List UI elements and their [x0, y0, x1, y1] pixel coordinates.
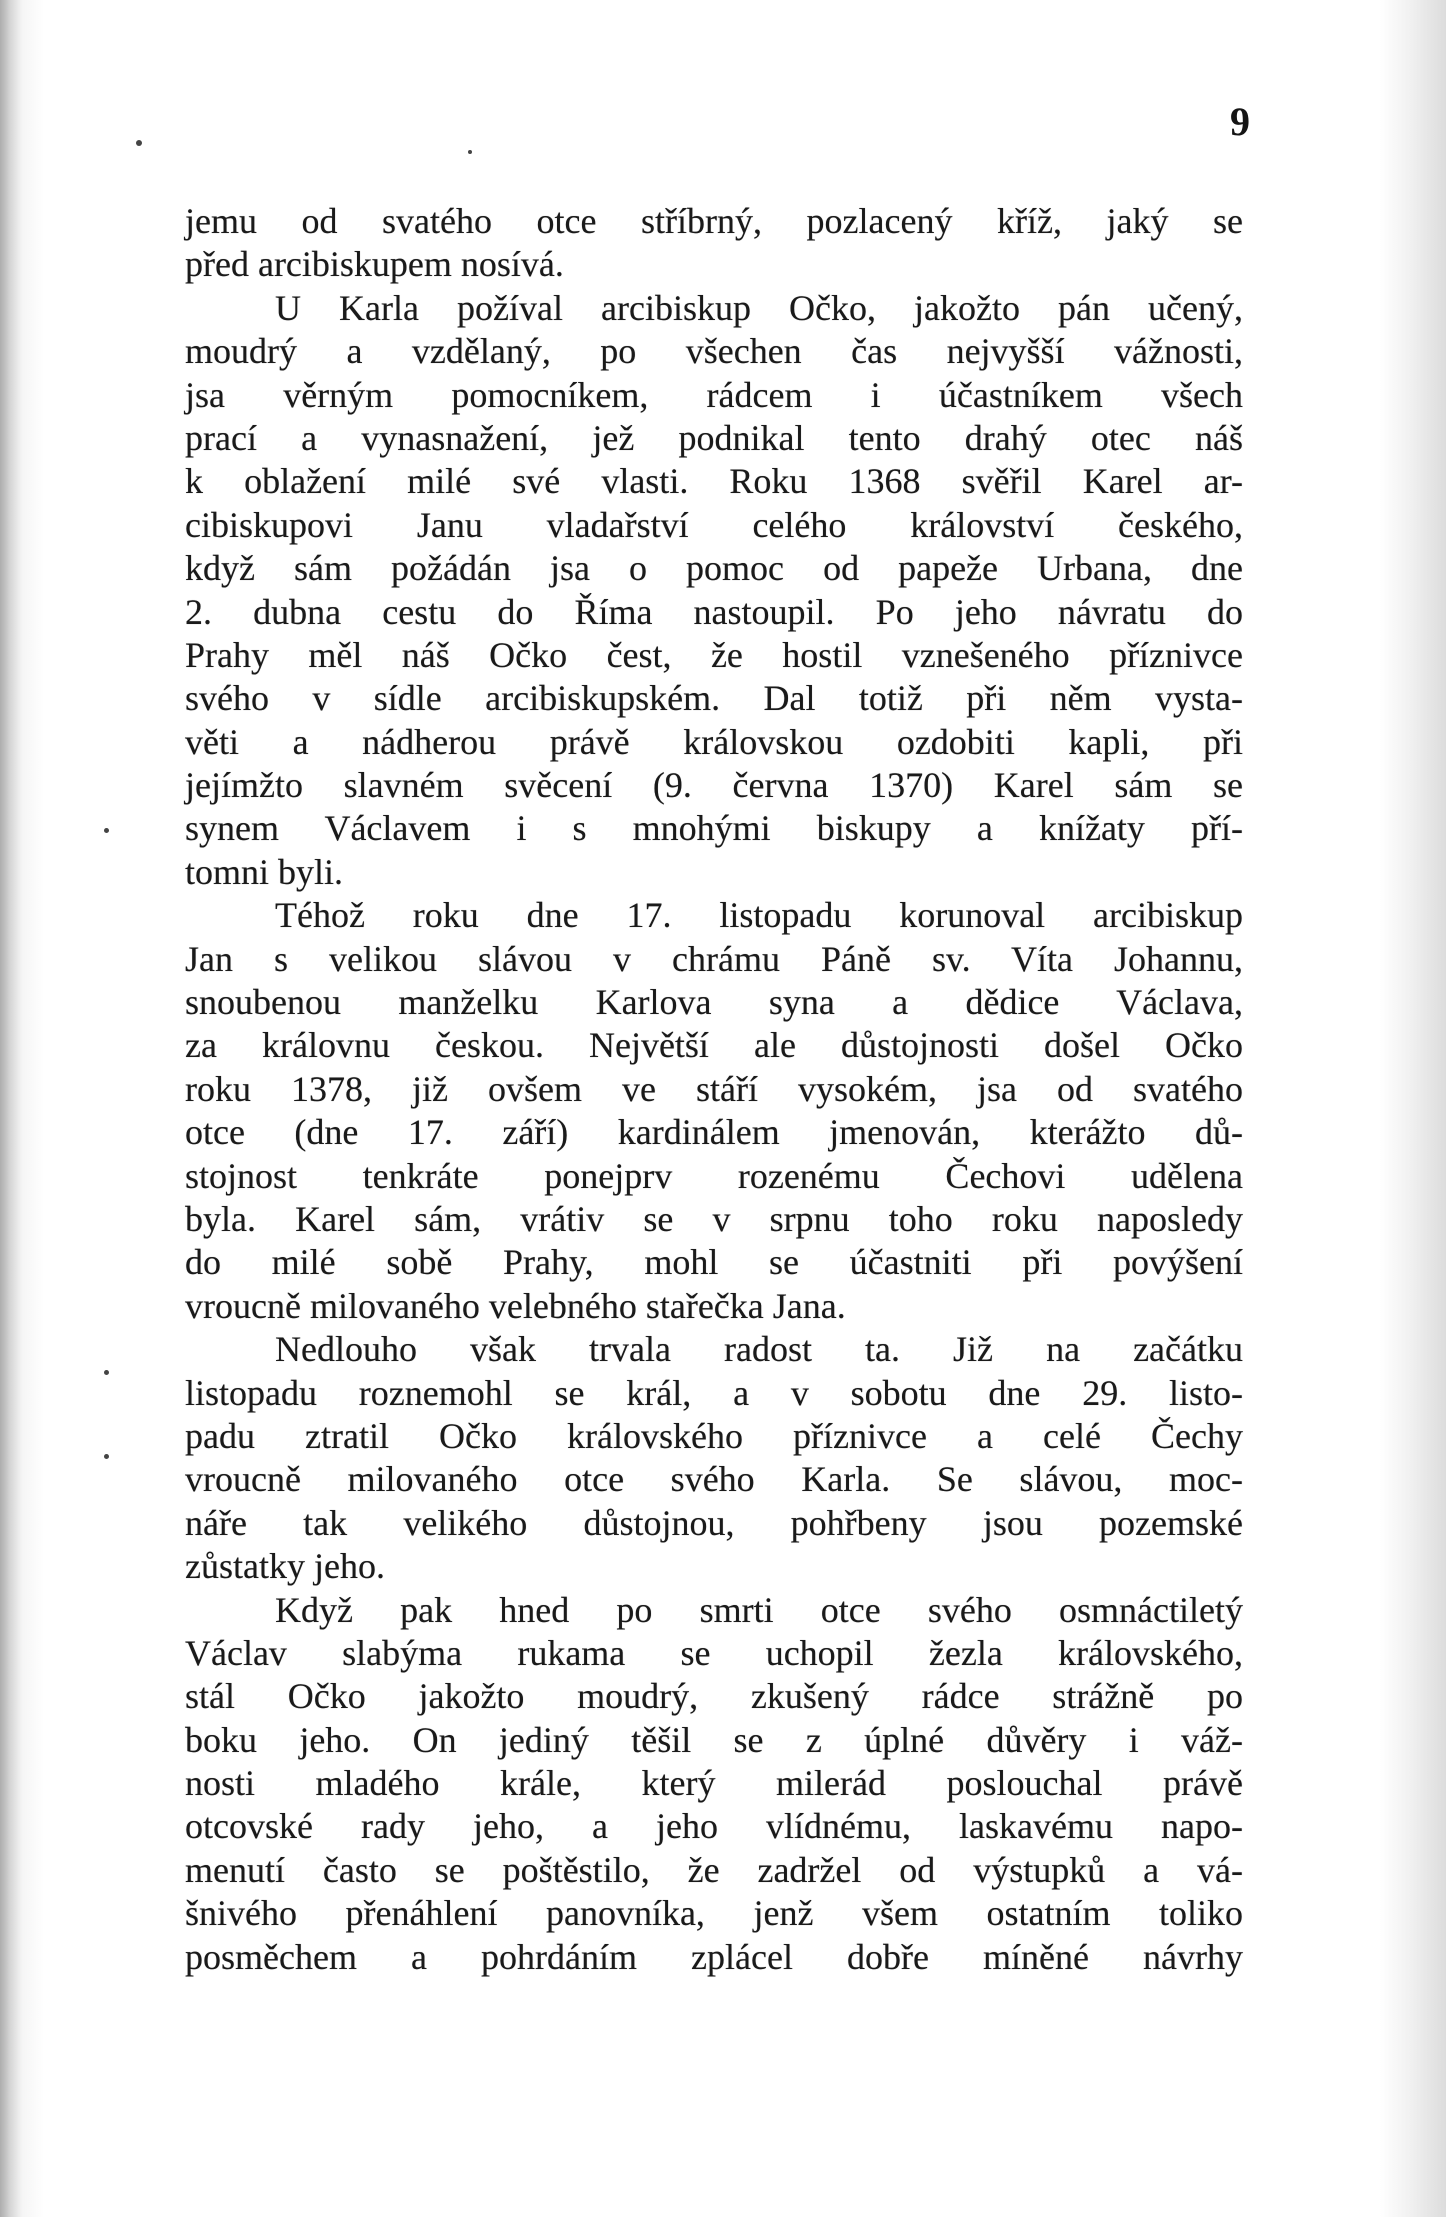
text-line: šnivého přenáhlení panovníka, jenž všem ostatním toliko — [185, 1893, 1243, 1934]
text-line: listopadu roznemohl se král, a v sobotu dne 29. listo- — [185, 1372, 1243, 1413]
text-line: otce (dne 17. září) kardinálem jmenován, kterážto dů- — [185, 1112, 1243, 1153]
text-line: náře tak velikého důstojnou, pohřbeny jsou pozemské — [185, 1502, 1243, 1543]
text-line: když sám požádán jsa o pomoc od papeže Urbana, dne — [185, 548, 1243, 589]
text-line: Václav slabýma rukama se uchopil žezla královského, — [185, 1632, 1243, 1673]
text-line: snoubenou manželku Karlova syna a dědice Václava, — [185, 982, 1243, 1023]
binding-shadow — [0, 0, 22, 2217]
text-line: menutí často se poštěstilo, že zadržel od výstupků a vá- — [185, 1849, 1243, 1890]
text-line: tomni byli. — [185, 851, 344, 892]
ink-speck — [104, 1454, 109, 1459]
text-line: Když pak hned po smrti otce svého osmnáctiletý — [275, 1589, 1243, 1630]
text-line: cibiskupovi Janu vladařství celého království českého, — [185, 504, 1243, 545]
text-line: stojnost tenkráte ponejprv rozenému Čechovi udělena — [185, 1155, 1243, 1196]
text-line: za královnu českou. Největší ale důstojnosti došel Očko — [185, 1025, 1243, 1066]
text-line: věti a nádherou právě královskou ozdobiti kapli, při — [185, 721, 1243, 762]
text-line: svého v sídle arcibiskupském. Dal totiž při něm vysta- — [185, 678, 1243, 719]
text-line: Nedlouho však trvala radost ta. Již na začátku — [275, 1329, 1243, 1370]
text-line: Prahy měl náš Očko čest, že hostil vznešeného příznivce — [185, 634, 1243, 675]
text-line: 2. dubna cestu do Říma nastoupil. Po jeho návratu do — [185, 591, 1243, 632]
ink-speck — [136, 140, 142, 146]
text-line: jemu od svatého otce stříbrný, pozlacený kříž, jaký se — [185, 201, 1243, 241]
text-line: vroucně milovaného otce svého Karla. Se slávou, moc- — [185, 1459, 1243, 1500]
text-line: posměchem a pohrdáním zplácel dobře míněné návrhy — [185, 1936, 1243, 1977]
text-line: boku jeho. On jediný těšil se z úplné důvěry i váž- — [185, 1719, 1243, 1760]
body-text — [185, 200, 1243, 1979]
ink-speck — [104, 1370, 109, 1375]
text-line: k oblažení milé své vlasti. Roku 1368 svěřil Karel ar- — [185, 461, 1243, 502]
text-line: byla. Karel sám, vrátiv se v srpnu toho roku naposledy — [185, 1198, 1243, 1239]
text-line: do milé sobě Prahy, mohl se účastniti při povýšení — [185, 1242, 1243, 1283]
text-line: zůstatky jeho. — [185, 1546, 385, 1587]
text-line: jejímžto slavném svěcení (9. června 1370) Karel sám se — [185, 765, 1243, 806]
text-line: synem Václavem i s mnohými biskupy a knížaty pří- — [185, 808, 1243, 849]
text-line: prací a vynasnažení, jež podnikal tento drahý otec náš — [185, 417, 1243, 458]
ink-speck — [104, 828, 109, 833]
text-line: Téhož roku dne 17. listopadu korunoval arcibiskup — [275, 895, 1243, 936]
text-line: nosti mladého krále, který milerád poslouchal právě — [185, 1763, 1243, 1804]
page-number: 9 — [1230, 99, 1250, 144]
text-line: U Karla požíval arcibiskup Očko, jakožto pán učený, — [275, 287, 1243, 328]
text-line: moudrý a vzdělaný, po všechen čas nejvyšší vážnosti, — [185, 331, 1243, 372]
text-line: stál Očko jakožto moudrý, zkušený rádce strážně po — [185, 1676, 1243, 1717]
text-line: padu ztratil Očko královského příznivce a celé Čechy — [185, 1415, 1243, 1456]
text-line: před arcibiskupem nosívá. — [185, 244, 564, 285]
text-line: Jan s velikou slávou v chrámu Páně sv. Víta Johannu, — [185, 938, 1243, 979]
text-line: otcovské rady jeho, a jeho vlídnému, laskavému napo- — [185, 1806, 1243, 1847]
text-line: roku 1378, již ovšem ve stáří vysokém, jsa od svatého — [185, 1068, 1243, 1109]
text-line: vroucně milovaného velebného stařečka Jana. — [185, 1285, 846, 1326]
text-line: jsa věrným pomocníkem, rádcem i účastníkem všech — [185, 374, 1243, 415]
ink-speck — [468, 150, 472, 154]
